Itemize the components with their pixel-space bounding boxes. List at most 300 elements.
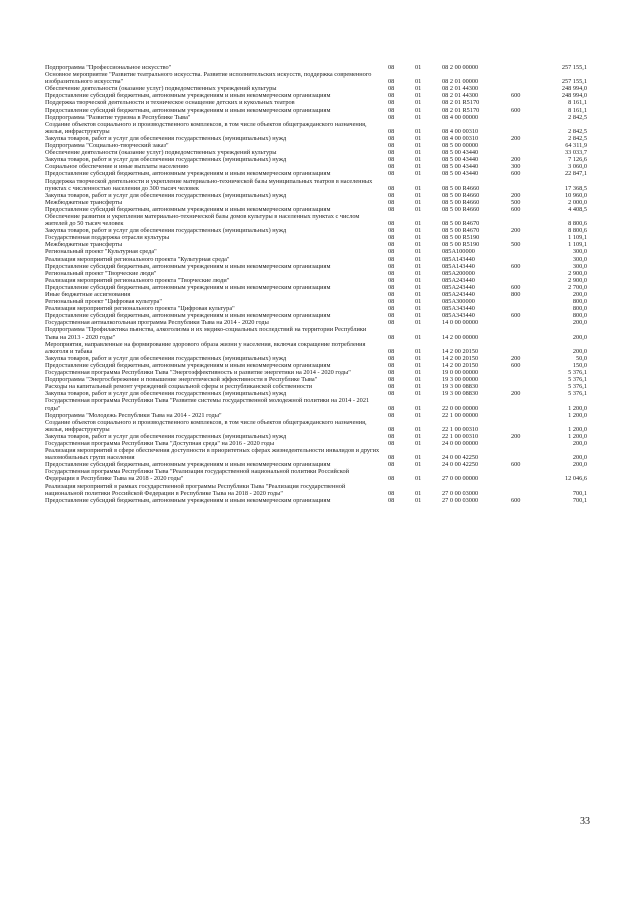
row-amount: 22 847,1 (564, 170, 587, 178)
row-subsection: 01 (415, 142, 422, 150)
row-description: Закупка товаров, работ и услуг для обеспечения государственных (муниципальных) нужд (45, 354, 287, 362)
row-amount: 200,0 (572, 439, 587, 447)
row-subsection: 01 (415, 432, 422, 440)
row-description: Закупка товаров, работ и услуг для обеспечения государственных (муниципальных) нужд (45, 156, 287, 164)
row-target-article: 08 5 00 R4660 (442, 205, 480, 213)
table-row (45, 369, 605, 376)
row-expense-type: 500 (511, 241, 521, 249)
row-expense-type: 600 (511, 361, 521, 369)
row-description: Предоставление субсидий бюджетным, автономным учреждениям и иным некоммерческим организациям (45, 92, 331, 100)
row-target-article: 085A200000 (442, 269, 475, 277)
row-subsection: 01 (415, 312, 422, 320)
table-row (45, 326, 605, 340)
row-expense-type: 200 (511, 390, 521, 398)
row-amount: 300,0 (572, 262, 587, 270)
row-target-article: 085A300000 (442, 298, 475, 306)
row-target-article: 27 0 00 00000 (442, 475, 479, 483)
row-target-article: 14 2 00 20150 (442, 354, 479, 362)
row-amount: 248 994,0 (561, 92, 587, 100)
row-target-article: 14 2 00 20150 (442, 347, 479, 355)
row-amount: 1 109,1 (568, 241, 587, 249)
row-target-article: 08 2 01 44300 (442, 92, 479, 100)
row-expense-type: 200 (511, 156, 521, 164)
row-amount: 1 200,0 (568, 432, 587, 440)
table-row (45, 149, 605, 156)
row-description: Реализация мероприятий в рамках государственной программы Республики Тыва "Реализация государственной национальной политики Российской Федерации в Республике Тыва на 2018 - 2020 годы" (45, 482, 346, 497)
row-description: Подпрограмма "Развитие туризма в Республике Тыва" (45, 113, 191, 121)
row-amount: 17 368,5 (564, 184, 587, 192)
row-target-article: 08 5 00 R5190 (442, 234, 480, 242)
row-description: Предоставление субсидий бюджетным, автономным учреждениям и иным некоммерческим организациям (45, 262, 331, 270)
row-description: Реализация мероприятий регионального проекта "Творческие люди" (45, 276, 230, 284)
row-section: 08 (388, 127, 395, 135)
row-section: 08 (388, 99, 395, 107)
row-subsection: 01 (415, 234, 422, 242)
table-row (45, 192, 605, 199)
row-subsection: 01 (415, 156, 422, 164)
table-row (45, 234, 605, 241)
row-section: 08 (388, 220, 395, 228)
row-target-article: 27 0 00 03000 (442, 489, 479, 497)
row-section: 08 (388, 298, 395, 306)
table-row (45, 497, 605, 504)
row-amount: 248 994,0 (561, 85, 587, 93)
row-amount: 3 060,0 (568, 163, 587, 171)
row-target-article: 08 2 00 00000 (442, 64, 479, 71)
row-section: 08 (388, 347, 395, 355)
row-section: 08 (388, 390, 395, 398)
row-section: 08 (388, 170, 395, 178)
row-subsection: 01 (415, 347, 422, 355)
row-expense-type: 600 (511, 92, 521, 100)
row-description: Подпрограмма "Молодежь Республики Тыва на 2014 - 2021 годы" (45, 411, 222, 419)
row-target-article: 08 2 01 R5170 (442, 106, 480, 114)
row-subsection: 01 (415, 361, 422, 369)
row-section: 08 (388, 255, 395, 263)
row-expense-type: 300 (511, 163, 521, 171)
table-row (45, 461, 605, 468)
row-expense-type: 500 (511, 198, 521, 206)
row-section: 08 (388, 184, 395, 192)
row-amount: 2 842,5 (568, 127, 587, 135)
table-row (45, 163, 605, 170)
row-subsection: 01 (415, 262, 422, 270)
table-row (45, 64, 605, 71)
table-row (45, 227, 605, 234)
row-subsection: 01 (415, 354, 422, 362)
row-section: 08 (388, 156, 395, 164)
row-section: 08 (388, 269, 395, 277)
row-target-article: 08 5 00 43440 (442, 149, 479, 157)
row-amount: 5 376,1 (568, 376, 587, 384)
row-subsection: 01 (415, 99, 422, 107)
row-amount: 8 800,6 (568, 227, 587, 235)
row-expense-type: 200 (511, 134, 521, 142)
row-subsection: 01 (415, 220, 422, 228)
row-subsection: 01 (415, 319, 422, 327)
row-subsection: 01 (415, 489, 422, 497)
row-target-article: 14 2 00 00000 (442, 333, 479, 341)
row-target-article: 08 5 00 43440 (442, 163, 479, 171)
row-target-article: 085A143440 (442, 255, 475, 263)
row-description: Обеспечение деятельности (оказание услуг) подведомственных учреждений культуры (45, 149, 277, 157)
row-amount: 700,1 (572, 489, 587, 497)
row-section: 08 (388, 361, 395, 369)
row-amount: 150,0 (572, 361, 587, 369)
row-amount: 5 376,1 (568, 390, 587, 398)
row-amount: 700,1 (572, 496, 587, 504)
row-target-article: 085A100000 (442, 248, 475, 256)
row-subsection: 01 (415, 404, 422, 412)
row-expense-type: 600 (511, 461, 521, 469)
row-section: 08 (388, 439, 395, 447)
row-subsection: 01 (415, 461, 422, 469)
row-subsection: 01 (415, 248, 422, 256)
row-section: 08 (388, 383, 395, 391)
row-subsection: 01 (415, 184, 422, 192)
row-subsection: 01 (415, 255, 422, 263)
table-row (45, 263, 605, 270)
row-target-article: 19 3 00 08830 (442, 390, 479, 398)
table-row (45, 135, 605, 142)
row-amount: 200,0 (572, 319, 587, 327)
row-subsection: 01 (415, 276, 422, 284)
table-row (45, 156, 605, 163)
row-description: Предоставление субсидий бюджетным, автономным учреждениям и иным некоммерческим организациям (45, 496, 331, 504)
row-amount: 1 200,0 (568, 404, 587, 412)
row-amount: 200,0 (572, 454, 587, 462)
row-section: 08 (388, 262, 395, 270)
row-subsection: 01 (415, 269, 422, 277)
row-description: Закупка товаров, работ и услуг для обеспечения государственных (муниципальных) нужд (45, 134, 287, 142)
row-target-article: 08 4 00 00310 (442, 127, 479, 135)
row-section: 08 (388, 319, 395, 327)
row-amount: 10 960,0 (564, 191, 587, 199)
row-target-article: 08 5 00 R4670 (442, 227, 480, 235)
row-amount: 2 700,0 (568, 283, 587, 291)
row-section: 08 (388, 425, 395, 433)
row-description: Обеспечение деятельности (оказание услуг) подведомственных учреждений культуры (45, 85, 277, 93)
row-section: 08 (388, 276, 395, 284)
table-row (45, 277, 605, 284)
table-row (45, 256, 605, 263)
table-row (45, 483, 605, 497)
row-subsection: 01 (415, 149, 422, 157)
row-section: 08 (388, 163, 395, 171)
row-target-article: 19 3 00 08830 (442, 383, 479, 391)
row-description: Региональный проект "Культурная среда" (45, 248, 157, 256)
table-row (45, 341, 605, 355)
row-section: 08 (388, 149, 395, 157)
row-section: 08 (388, 205, 395, 213)
row-target-article: 085A343440 (442, 305, 475, 313)
row-subsection: 01 (415, 369, 422, 377)
table-row (45, 412, 605, 419)
row-amount: 300,0 (572, 255, 587, 263)
table-row (45, 298, 605, 305)
row-section: 08 (388, 404, 395, 412)
row-target-article: 08 5 00 R4660 (442, 198, 480, 206)
row-section: 08 (388, 234, 395, 242)
row-subsection: 01 (415, 106, 422, 114)
row-description: Государственная программа Республики Тыва "Доступная среда" на 2016 - 2020 годы (45, 439, 275, 447)
row-section: 08 (388, 92, 395, 100)
table-row (45, 121, 605, 135)
row-target-article: 19 0 00 00000 (442, 369, 479, 377)
row-subsection: 01 (415, 454, 422, 462)
row-section: 08 (388, 191, 395, 199)
row-target-article: 22 0 00 00000 (442, 404, 479, 412)
row-amount: 50,0 (575, 354, 587, 362)
row-section: 08 (388, 454, 395, 462)
row-section: 08 (388, 78, 395, 86)
row-section: 08 (388, 227, 395, 235)
row-subsection: 01 (415, 425, 422, 433)
row-description: Региональный проект "Цифровая культура" (45, 298, 162, 306)
row-description: Региональный проект "Творческие люди" (45, 269, 157, 277)
row-description: Предоставление субсидий бюджетным, автономным учреждениям и иным некоммерческим организациям (45, 312, 331, 320)
row-description: Поддержка творческой деятельности и техническое оснащение детских и кукольных театров (45, 99, 295, 107)
row-description: Государственная программа Республики Тыва "Энергоэффективность и развитие энергетики на 2014 - 2020 годы" (45, 369, 351, 377)
row-section: 08 (388, 312, 395, 320)
row-section: 08 (388, 376, 395, 384)
row-expense-type: 800 (511, 291, 521, 298)
row-amount: 200,0 (572, 347, 587, 355)
row-section: 08 (388, 241, 395, 249)
row-target-article: 19 3 00 00000 (442, 376, 479, 384)
table-row (45, 468, 605, 482)
row-amount: 800,0 (572, 298, 587, 306)
table-row (45, 433, 605, 440)
row-target-article: 14 0 00 00000 (442, 319, 479, 327)
row-target-article: 085A243440 (442, 291, 475, 298)
row-description: Закупка товаров, работ и услуг для обеспечения государственных (муниципальных) нужд (45, 191, 287, 199)
row-expense-type: 600 (511, 283, 521, 291)
row-expense-type: 200 (511, 354, 521, 362)
row-target-article: 08 5 00 R5190 (442, 241, 480, 249)
row-subsection: 01 (415, 411, 422, 419)
row-amount: 2 900,0 (568, 269, 587, 277)
row-amount: 7 126,6 (568, 156, 587, 164)
table-row (45, 71, 605, 85)
row-amount: 8 161,1 (568, 106, 587, 114)
row-description: Иные бюджетные ассигнования (45, 291, 131, 298)
row-target-article: 085A143440 (442, 262, 475, 270)
row-amount: 257 155,1 (561, 64, 587, 71)
table-row (45, 383, 605, 390)
row-subsection: 01 (415, 134, 422, 142)
row-target-article: 085A243440 (442, 276, 475, 284)
table-row (45, 213, 605, 227)
row-description: Государственная программа Республики Тыва "Реализация государственной национальной политики Российской Федерации в Республике Тыва на 2018 - 2020 годы" (45, 468, 349, 483)
row-description: Закупка товаров, работ и услуг для обеспечения государственных (муниципальных) нужд (45, 390, 287, 398)
row-description: Межбюджетные трансферты (45, 198, 123, 206)
row-description: Государственная поддержка отрасли культуры (45, 234, 170, 242)
row-target-article: 085A243440 (442, 283, 475, 291)
row-target-article: 08 2 01 44300 (442, 85, 479, 93)
row-description: Социальное обеспечение и иные выплаты населению (45, 163, 189, 171)
row-amount: 1 200,0 (568, 411, 587, 419)
row-target-article: 08 5 00 43440 (442, 156, 479, 164)
row-subsection: 01 (415, 64, 422, 71)
table-row (45, 447, 605, 461)
row-amount: 1 109,1 (568, 234, 587, 242)
table-row (45, 355, 605, 362)
row-subsection: 01 (415, 198, 422, 206)
row-section: 08 (388, 142, 395, 150)
row-subsection: 01 (415, 376, 422, 384)
row-expense-type: 600 (511, 312, 521, 320)
row-target-article: 27 0 00 03000 (442, 496, 479, 504)
row-section: 08 (388, 475, 395, 483)
row-subsection: 01 (415, 383, 422, 391)
row-amount: 4 408,5 (568, 205, 587, 213)
row-description: Предоставление субсидий бюджетным, автономным учреждениям и иным некоммерческим организациям (45, 283, 331, 291)
table-row (45, 440, 605, 447)
row-amount: 200,0 (572, 333, 587, 341)
budget-table (45, 64, 605, 504)
page-number: 33 (580, 816, 590, 827)
row-amount: 800,0 (572, 305, 587, 313)
row-subsection: 01 (415, 283, 422, 291)
row-subsection: 01 (415, 92, 422, 100)
row-description: Государственная программа Республики Тыва "Развитие системы государственной молодежной политики на 2014 - 2021 годы" (45, 397, 370, 412)
row-description: Предоставление субсидий бюджетным, автономным учреждениям и иным некоммерческим организациям (45, 461, 331, 469)
row-section: 08 (388, 305, 395, 313)
row-description: Обеспечение развития и укрепления материально-технической базы домов культуры в населенных пунктах с числом жителей до 50 тысяч человек (45, 212, 360, 228)
row-amount: 2 900,0 (568, 276, 587, 284)
row-amount: 8 161,1 (568, 99, 587, 107)
row-description: Подпрограмма "Социально-творческий заказ" (45, 142, 169, 150)
row-description: Подпрограмма "Профессиональное искусство" (45, 64, 172, 71)
row-description: Создание объектов социального и производственного комплексов, в том числе объектов общегражданского назначения, жилья, инфраструктуры (45, 120, 367, 135)
row-expense-type: 600 (511, 106, 521, 114)
row-description: Расходы на капитальный ремонт учреждений социальной сферы и республиканской собственности (45, 383, 313, 391)
row-target-article: 08 5 00 43440 (442, 170, 479, 178)
row-subsection: 01 (415, 78, 422, 86)
row-section: 08 (388, 248, 395, 256)
row-target-article: 08 5 00 R4660 (442, 184, 480, 192)
row-description: Мероприятия, направленные на формирование здорового образа жизни у населения, включая сокращение потребления алкоголя и табака (45, 340, 366, 355)
table-row (45, 305, 605, 312)
row-subsection: 01 (415, 205, 422, 213)
row-section: 08 (388, 113, 395, 121)
row-amount: 300,0 (572, 248, 587, 256)
table-row (45, 419, 605, 433)
row-section: 08 (388, 432, 395, 440)
row-expense-type: 600 (511, 205, 521, 213)
row-amount: 64 311,9 (565, 142, 587, 150)
table-row (45, 362, 605, 369)
row-target-article: 08 2 01 R5170 (442, 99, 480, 107)
row-subsection: 01 (415, 298, 422, 306)
row-amount: 1 200,0 (568, 425, 587, 433)
row-section: 08 (388, 106, 395, 114)
row-amount: 2 842,5 (568, 113, 587, 121)
table-row (45, 390, 605, 397)
row-description: Создание объектов социального и производственного комплексов, в том числе объектов общегражданского назначения, жилья, инфраструктуры (45, 418, 367, 433)
table-row (45, 107, 605, 114)
row-description: Подпрограмма "Энергосбережение и повышение энергетической эффективности в Республике Тыва" (45, 376, 318, 384)
row-amount: 5 376,1 (568, 383, 587, 391)
table-row (45, 397, 605, 411)
row-section: 08 (388, 369, 395, 377)
row-section: 08 (388, 411, 395, 419)
row-amount: 5 376,1 (568, 369, 587, 377)
row-section: 08 (388, 489, 395, 497)
row-expense-type: 200 (511, 432, 521, 440)
table-row (45, 114, 605, 121)
table-row (45, 319, 605, 326)
row-description: Реализация мероприятий регионального проекта "Культурная среда" (45, 255, 230, 263)
row-amount: 200,0 (572, 291, 587, 298)
row-description: Государственная антиалкогольная программа Республики Тыва на 2014 - 2020 годы (45, 319, 269, 327)
row-description: Реализация мероприятий в сфере обеспечения доступности в приоритетных сферах жизнедеятельности инвалидов и других маломобильных групп населения (45, 447, 380, 462)
row-subsection: 01 (415, 475, 422, 483)
row-description: Предоставление субсидий бюджетным, автономным учреждениям и иным некоммерческим организациям (45, 170, 331, 178)
row-subsection: 01 (415, 170, 422, 178)
row-description: Предоставление субсидий бюджетным, автономным учреждениям и иным некоммерческим организациям (45, 205, 331, 213)
row-description: Межбюджетные трансферты (45, 241, 123, 249)
row-amount: 12 046,6 (564, 475, 587, 483)
row-section: 08 (388, 291, 395, 298)
row-description: Закупка товаров, работ и услуг для обеспечения государственных (муниципальных) нужд (45, 227, 287, 235)
row-amount: 2 842,5 (568, 134, 587, 142)
row-amount: 8 800,6 (568, 220, 587, 228)
table-row (45, 248, 605, 255)
row-expense-type: 600 (511, 496, 521, 504)
row-amount: 800,0 (572, 312, 587, 320)
row-section: 08 (388, 283, 395, 291)
row-target-article: 22 1 00 00000 (442, 411, 479, 419)
row-section: 08 (388, 85, 395, 93)
row-section: 08 (388, 198, 395, 206)
row-target-article: 22 1 00 00310 (442, 425, 479, 433)
row-subsection: 01 (415, 496, 422, 504)
row-target-article: 14 2 00 20150 (442, 361, 479, 369)
row-section: 08 (388, 333, 395, 341)
row-amount: 2 000,0 (568, 198, 587, 206)
row-target-article: 24 0 00 42250 (442, 454, 479, 462)
row-target-article: 08 4 00 00310 (442, 134, 479, 142)
row-subsection: 01 (415, 227, 422, 235)
table-row (45, 284, 605, 291)
row-subsection: 01 (415, 113, 422, 121)
row-subsection: 01 (415, 291, 422, 298)
row-amount: 257 155,1 (561, 78, 587, 86)
table-row (45, 206, 605, 213)
row-description: Закупка товаров, работ и услуг для обеспечения государственных (муниципальных) нужд (45, 432, 287, 440)
row-description: Предоставление субсидий бюджетным, автономным учреждениям и иным некоммерческим организациям (45, 361, 331, 369)
row-subsection: 01 (415, 241, 422, 249)
row-subsection: 01 (415, 85, 422, 93)
table-row (45, 270, 605, 277)
row-amount: 200,0 (572, 461, 587, 469)
table-row (45, 142, 605, 149)
row-amount: 33 033,7 (564, 149, 587, 157)
row-subsection: 01 (415, 390, 422, 398)
row-section: 08 (388, 134, 395, 142)
row-expense-type: 200 (511, 191, 521, 199)
row-expense-type: 600 (511, 170, 521, 178)
table-row (45, 291, 605, 298)
table-row (45, 99, 605, 106)
row-subsection: 01 (415, 163, 422, 171)
row-subsection: 01 (415, 191, 422, 199)
row-description: Реализация мероприятий регионального проекта "Цифровая культура" (45, 305, 235, 313)
table-row (45, 170, 605, 177)
row-target-article: 085A343440 (442, 312, 475, 320)
